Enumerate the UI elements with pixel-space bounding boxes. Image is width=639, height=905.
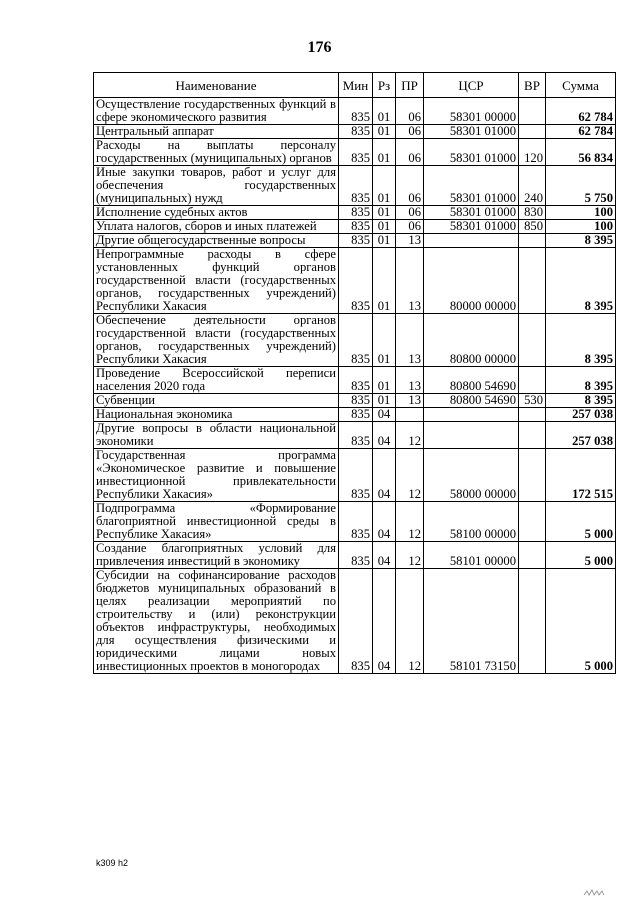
cell-pr: 06 (396, 98, 424, 125)
table-row (94, 125, 616, 139)
cell-name: Проведение Всероссийской переписи населения 2020 года (94, 367, 339, 394)
cell-vr (519, 502, 546, 542)
cell-min: 835 (339, 542, 373, 569)
header-pr: ПР (396, 73, 424, 98)
cell-sum: 172 515 (546, 449, 616, 502)
cell-vr: 120 (519, 139, 546, 166)
cell-pr: 06 (396, 166, 424, 206)
cell-min: 835 (339, 408, 373, 422)
cell-rz: 01 (373, 367, 396, 394)
cell-pr: 06 (396, 139, 424, 166)
header-min: Мин (339, 73, 373, 98)
cell-min: 835 (339, 449, 373, 502)
cell-pr: 12 (396, 502, 424, 542)
cell-sum: 100 (546, 206, 616, 220)
cell-name: Создание благоприятных условий для привлечения инвестиций в экономику (94, 542, 339, 569)
cell-vr (519, 542, 546, 569)
cell-rz: 01 (373, 125, 396, 139)
cell-name: Другие общегосударственные вопросы (94, 234, 339, 248)
cell-vr: 240 (519, 166, 546, 206)
cell-csr: 58301 01000 (424, 220, 519, 234)
cell-sum: 257 038 (546, 422, 616, 449)
table-row (94, 367, 616, 394)
cell-min: 835 (339, 314, 373, 367)
cell-min: 835 (339, 422, 373, 449)
cell-min: 835 (339, 206, 373, 220)
cell-sum: 5 000 (546, 502, 616, 542)
cell-rz: 01 (373, 206, 396, 220)
table-row (94, 234, 616, 248)
cell-pr: 12 (396, 542, 424, 569)
table-row (94, 248, 616, 314)
cell-csr (424, 422, 519, 449)
cell-vr: 850 (519, 220, 546, 234)
table-row (94, 542, 616, 569)
table-row (94, 220, 616, 234)
cell-sum: 8 395 (546, 234, 616, 248)
cell-sum: 5 750 (546, 166, 616, 206)
cell-pr: 13 (396, 394, 424, 408)
cell-vr (519, 248, 546, 314)
cell-rz: 04 (373, 449, 396, 502)
table-row (94, 408, 616, 422)
table-row (94, 206, 616, 220)
header-sum: Сумма (546, 73, 616, 98)
cell-name: Национальная экономика (94, 408, 339, 422)
header-name: Наименование (94, 73, 339, 98)
cell-name: Осуществление государственных функций в сфере экономического развития (94, 98, 339, 125)
cell-csr: 80000 00000 (424, 248, 519, 314)
cell-name: Расходы на выплаты персоналу государственных (муниципальных) органов (94, 139, 339, 166)
cell-rz: 04 (373, 408, 396, 422)
cell-sum: 8 395 (546, 248, 616, 314)
header-csr: ЦСР (424, 73, 519, 98)
cell-name: Государственная программа «Экономическое развитие и повышение инвестиционной привлекательности Республики Хакасия» (94, 449, 339, 502)
cell-min: 835 (339, 569, 373, 674)
footer-code: k309 h2 (96, 858, 129, 868)
cell-rz: 01 (373, 139, 396, 166)
cell-name: Центральный аппарат (94, 125, 339, 139)
cell-sum: 8 395 (546, 367, 616, 394)
cell-csr: 58301 01000 (424, 125, 519, 139)
cell-pr: 12 (396, 569, 424, 674)
cell-csr: 58301 01000 (424, 166, 519, 206)
cell-vr: 830 (519, 206, 546, 220)
cell-min: 835 (339, 234, 373, 248)
cell-vr (519, 98, 546, 125)
cell-pr: 12 (396, 449, 424, 502)
cell-vr (519, 125, 546, 139)
table-body (94, 98, 616, 674)
table-row (94, 139, 616, 166)
cell-rz: 04 (373, 422, 396, 449)
cell-csr: 58301 01000 (424, 139, 519, 166)
page-number: 176 (307, 39, 332, 56)
cell-pr: 06 (396, 206, 424, 220)
cell-name: Иные закупки товаров, работ и услуг для обеспечения государственных (муниципальных) нужд (94, 166, 339, 206)
header-rz: Рз (373, 73, 396, 98)
cell-csr: 80800 54690 (424, 367, 519, 394)
cell-vr: 530 (519, 394, 546, 408)
table-row (94, 422, 616, 449)
cell-rz: 04 (373, 502, 396, 542)
cell-csr: 58100 00000 (424, 502, 519, 542)
table-row (94, 569, 616, 674)
cell-sum: 5 000 (546, 569, 616, 674)
cell-name: Исполнение судебных актов (94, 206, 339, 220)
cell-min: 835 (339, 248, 373, 314)
cell-csr: 58000 00000 (424, 449, 519, 502)
table-header-row (94, 73, 616, 98)
cell-min: 835 (339, 367, 373, 394)
cell-sum: 8 395 (546, 394, 616, 408)
cell-vr (519, 367, 546, 394)
cell-rz: 01 (373, 394, 396, 408)
table-row (94, 449, 616, 502)
cell-min: 835 (339, 125, 373, 139)
cell-min: 835 (339, 394, 373, 408)
table-row (94, 98, 616, 125)
cell-rz: 01 (373, 314, 396, 367)
cell-csr: 80800 54690 (424, 394, 519, 408)
cell-sum: 62 784 (546, 125, 616, 139)
cell-name: Субвенции (94, 394, 339, 408)
cell-csr: 58101 00000 (424, 542, 519, 569)
cell-vr (519, 449, 546, 502)
table-row (94, 394, 616, 408)
table-row (94, 502, 616, 542)
cell-sum: 8 395 (546, 314, 616, 367)
cell-rz: 01 (373, 248, 396, 314)
cell-pr: 13 (396, 314, 424, 367)
cell-sum: 100 (546, 220, 616, 234)
cell-pr: 12 (396, 422, 424, 449)
header-vr: ВР (519, 73, 546, 98)
cell-csr: 58101 73150 (424, 569, 519, 674)
table-row (94, 314, 616, 367)
scan-stamp-mark (583, 889, 605, 897)
cell-csr (424, 234, 519, 248)
cell-pr: 06 (396, 220, 424, 234)
cell-pr: 13 (396, 367, 424, 394)
cell-min: 835 (339, 98, 373, 125)
cell-min: 835 (339, 220, 373, 234)
cell-name: Другие вопросы в области национальной экономики (94, 422, 339, 449)
cell-sum: 56 834 (546, 139, 616, 166)
cell-pr: 06 (396, 125, 424, 139)
cell-rz: 01 (373, 166, 396, 206)
cell-min: 835 (339, 139, 373, 166)
cell-csr: 58301 00000 (424, 98, 519, 125)
cell-rz: 04 (373, 542, 396, 569)
cell-rz: 01 (373, 98, 396, 125)
cell-vr (519, 234, 546, 248)
budget-table (93, 72, 616, 674)
table-row (94, 166, 616, 206)
cell-min: 835 (339, 166, 373, 206)
cell-rz: 01 (373, 220, 396, 234)
cell-name: Обеспечение деятельности органов государственной власти (государственных органов, государственных учреждений) Республики Хакасия (94, 314, 339, 367)
cell-sum: 5 000 (546, 542, 616, 569)
cell-vr (519, 314, 546, 367)
cell-name: Субсидии на софинансирование расходов бюджетов муниципальных образований в целях реализации мероприятий по строительству и (или) реконструкции объектов инфраструктуры, необходимых для осуществления физическими и юридическими лицами новых инвестиционных проектов в моногородах (94, 569, 339, 674)
cell-pr: 13 (396, 234, 424, 248)
cell-pr (396, 408, 424, 422)
cell-csr: 80800 00000 (424, 314, 519, 367)
cell-name: Уплата налогов, сборов и иных платежей (94, 220, 339, 234)
cell-rz: 04 (373, 569, 396, 674)
cell-vr (519, 422, 546, 449)
cell-vr (519, 569, 546, 674)
cell-sum: 257 038 (546, 408, 616, 422)
cell-vr (519, 408, 546, 422)
cell-name: Подпрограмма «Формирование благоприятной инвестиционной среды в Республике Хакасия» (94, 502, 339, 542)
cell-pr: 13 (396, 248, 424, 314)
cell-sum: 62 784 (546, 98, 616, 125)
cell-name: Непрограммные расходы в сфере установленных функций органов государственной власти (государственных органов, государственных учреждений) Республики Хакасия (94, 248, 339, 314)
cell-csr: 58301 01000 (424, 206, 519, 220)
cell-min: 835 (339, 502, 373, 542)
cell-csr (424, 408, 519, 422)
cell-rz: 01 (373, 234, 396, 248)
